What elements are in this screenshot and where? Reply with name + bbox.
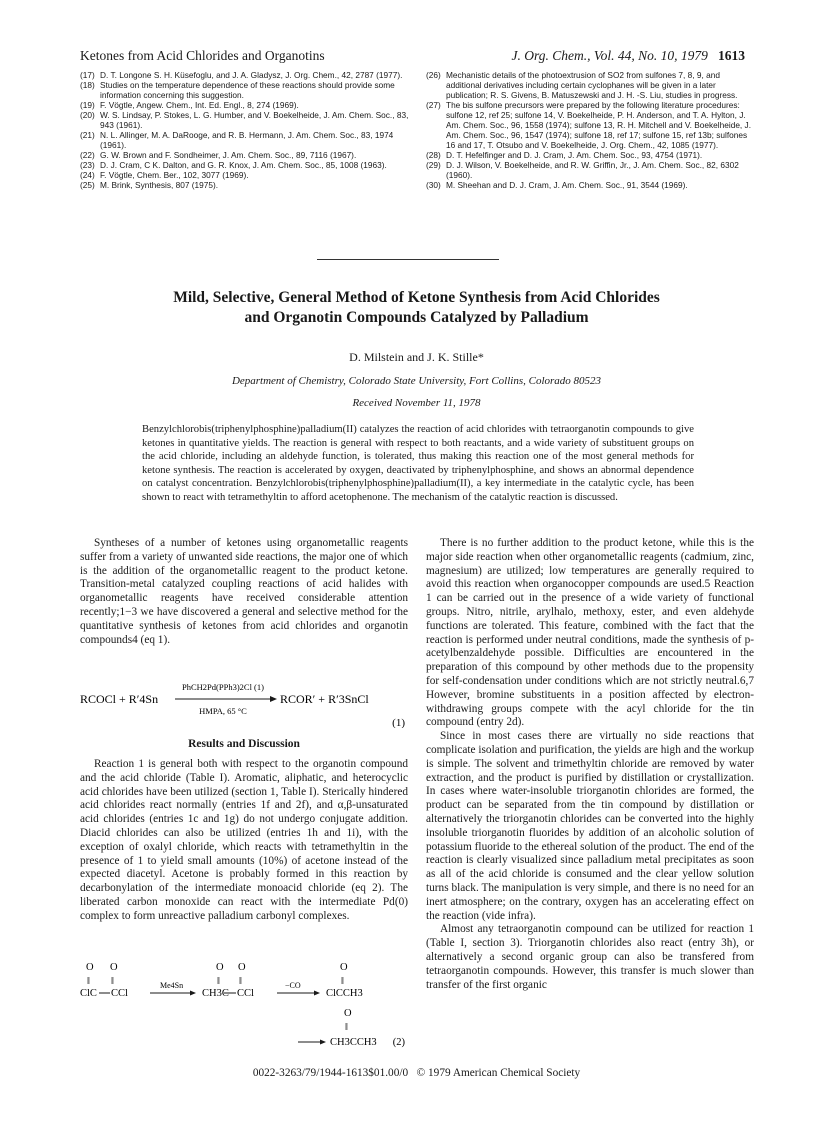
reference-item [426, 150, 756, 160]
reference-number: (24) [80, 170, 95, 180]
eq2-double-bond-1: ‖ [87, 976, 90, 987]
eq2-arrow-3-head [320, 1040, 326, 1045]
eq2-label: (2) [392, 1037, 405, 1048]
reference-item [80, 100, 410, 110]
reference-text: M. Brink, Synthesis, 807 (1975). [100, 180, 219, 190]
reference-item [80, 110, 410, 130]
eq2-oxygen-4: O [238, 962, 246, 973]
references-right [426, 70, 756, 190]
reference-item [80, 130, 410, 150]
reference-number: (21) [80, 130, 95, 140]
journal-name: J. Org. Chem., Vol. 44, No. 10, 1979 [511, 48, 708, 63]
reference-text: W. S. Lindsay, P. Stokes, L. G. Humber, and V. Boekelheide, J. Am. Chem. Soc., 83, 943 (1961). [100, 110, 409, 130]
intro-text: Syntheses of a number of ketones using organometallic reagents suffer from a variety of unwanted side reactions, the major one of which is the addition of the organometallic reagent to the product ketone. Transition-metal catalyzed coupling reactions of acid halides with organometallic reagents have received considerable attention recently;1−3 we have discovered a general and selective method for the quantitative synthesis of ketones from acid chlorides and organotin compounds4 (eq 1). [80, 537, 408, 646]
reference-number: (19) [80, 100, 95, 110]
equation-2-graphic [80, 960, 408, 1056]
reference-number: (18) [80, 80, 95, 90]
affiliation: Department of Chemistry, Colorado State University, Fort Collins, Colorado 80523 [231, 375, 602, 387]
eq1-catalyst: PhCH2Pd(PPh3)2Cl (1) [182, 682, 264, 692]
reference-text: F. Vögtle, Chem. Ber., 102, 3077 (1969). [100, 170, 249, 180]
reference-number: (28) [426, 150, 441, 160]
footer-code: 0022-3263/79/1944-1613$01.00/0 [252, 1067, 409, 1079]
right-paragraph-3: Almost any tetraorganotin compound can be utilized for reaction 1 (Table I, section 3). Triorganotin chlorides also react (entry 3h), or alternatively a second organic group can also be transfered from tetraorganotin compounds. However, this transfer is much slower than transfer of the first organic [426, 923, 754, 991]
eq2-oxalyl-right: CCl [111, 988, 128, 999]
abstract: Benzylchlorobis(triphenylphosphine)palladium(II) catalyzes the reaction of acid chlorides with tetraorganotin compounds to give ketones in quantitative yields. The reaction is general with respect to both reactants, and a wide variety of substituent groups on the acid chloride, including an aldehyde function, is tolerated, thus making this reaction one of the most general methods for ketone synthesis. The reaction is accelerated by oxygen, deactivated by triphenylphosphine, and shows an abnormal dependence on catalyst concentration. Benzylchlorobis(triphenylphosphine)palladium(II), a key intermediate in the catalytic cycle, has been shown to react with tetramethyltin to afford acetophenone. The mechanism of the catalytic reaction is discussed. [142, 424, 694, 503]
reference-number: (27) [426, 100, 441, 110]
reference-text: N. L. Allinger, M. A. DaRooge, and R. B. Hermann, J. Am. Chem. Soc., 83, 1974 (1961). [100, 130, 394, 150]
reference-text: The bis sulfone precursors were prepared by the following literature procedures: sulfone 12, ref 25; sulfone 14, V. Boekelheide, P. H. Anderson, and T. A. Hylton, J. Am. Chem. Soc., 96, 1558 (1974); sulfone 13, R. H. Mitchell and V. Boekelheide, J. Am. Chem. Soc., 96, 1547 (1974); sulfone 18, ref 17; sulfone 15, ref 13b; sulfones 16 and 17, T. Otsubo and V. Boekelheide, J. Org. Chem., 42, 1085 (1977). [446, 100, 751, 150]
eq2-oxalyl-left: ClC [80, 988, 97, 999]
eq2-minus-co: −CO [285, 981, 301, 990]
right-paragraph-1: There is no further addition to the product ketone, while this is the major side reaction when other organometallic reagents (cadmium, zinc, magnesium) are utilized; low temperatures are generally required to avoid this reaction when organocopper compounds are used.5 Reaction 1 can be carried out in the presence of a wide variety of functional groups. Nitro, nitrile, arylhalo, methoxy, ester, and even aldehyde functions are tolerated. This feature, combined with the fact that the reaction is performed under neutral conditions, made the synthesis of p-acetylbenzaldehyde possible. Difficulties are encountered in the preparation of this compound by other methods due to the propensity for self-condensation under conditions which are not strictly neutral.6,7 However, bromine substituents in a position affected by electron-withdrawing groups compete with the acyl chloride for the tin compound (entry 2d). [426, 537, 754, 729]
reference-text: Studies on the temperature dependence of these reactions should provide some information concerning this suggestion. [100, 80, 395, 100]
reference-number: (20) [80, 110, 95, 120]
eq2-acetone: CH3CCH3 [330, 1037, 377, 1048]
reference-item [80, 160, 410, 170]
reference-text: Mechanistic details of the photoextrusion of SO2 from sulfones 7, 8, 9, and additional derivatives including certain cyclophanes will be given in a later publication; R. S. Givens, B. Matuszewski and J. H. -S. Liu, studies in progress. [446, 70, 738, 100]
eq2-acetyl-chloride: ClCCH3 [326, 988, 363, 999]
received-date: Received November 11, 1978 [352, 397, 481, 409]
equation-1 [80, 678, 408, 728]
eq1-arrow-head [270, 696, 277, 702]
reference-number: (23) [80, 160, 95, 170]
eq2-oxygen-1: O [86, 962, 94, 973]
reference-text: D. T. Hefelfinger and D. J. Cram, J. Am. Chem. Soc., 93, 4754 (1971). [446, 150, 703, 160]
results-paragraph [80, 758, 408, 924]
reference-number: (26) [426, 70, 441, 80]
equation-1-graphic [80, 678, 408, 728]
section-heading: Results and Discussion [188, 738, 300, 750]
reference-number: (30) [426, 180, 441, 190]
reference-number: (17) [80, 70, 95, 80]
reference-text: D. J. Wilson, V. Boekelheide, and R. W. Griffin, Jr., J. Am. Chem. Soc., 82, 6302 (1960). [446, 160, 739, 180]
eq2-arrow-1-head [190, 991, 196, 996]
eq2-double-bond-4: ‖ [239, 976, 242, 987]
eq1-label: (1) [392, 717, 405, 728]
reference-item [80, 150, 410, 160]
reference-text: D. J. Cram, C K. Dalton, and G. R. Knox, J. Am. Chem. Soc., 85, 1008 (1963). [100, 160, 387, 170]
reference-number: (29) [426, 160, 441, 170]
reference-text: M. Sheehan and D. J. Cram, J. Am. Chem. Soc., 91, 3544 (1969). [446, 180, 688, 190]
right-paragraph-2: Since in most cases there are virtually no side reactions that complicate isolation and purification, the yields are high and the workup is simple. The solvent and trimethyltin chloride are removed by water extraction, and the product is purified by distillation or crystallization. In cases where water-insoluble triorganotin chlorides are formed, the product can be separated from the tin compound by distillation or alternatively the triorganotin chlorides can be converted into the highly insoluble triorganotin fluorides by addition of an alcoholic solution of potassium fluoride to the ethereal solution of the product. The end of the reaction is clearly visualized since palladium metal precipitates as soon as all of the acid chloride is consumed and the clear yellow solution turns black. The manipulation is very simple, and there is no need for an inert atmosphere; on the contrary, oxygen has an accelerating effect on the reaction (vide infra). [426, 730, 754, 922]
reference-item [426, 160, 756, 180]
footer-copyright: © 1979 American Chemical Society [416, 1067, 581, 1079]
eq2-reagent: Me4Sn [160, 981, 184, 990]
reference-text: F. Vögtle, Angew. Chem., Int. Ed. Engl., 8, 274 (1969). [100, 100, 299, 110]
equation-2 [80, 960, 408, 1056]
eq1-conditions: HMPA, 65 °C [199, 706, 247, 716]
reference-item [426, 70, 756, 100]
page-number: 1613 [718, 48, 745, 63]
eq2-oxygen-3: O [216, 962, 224, 973]
reference-text: D. T. Longone S. H. Küsefoglu, and J. A. Gladysz, J. Org. Chem., 42, 2787 (1977). [100, 70, 403, 80]
running-title: Ketones from Acid Chlorides and Organotins [80, 48, 325, 63]
intro-paragraph [80, 537, 408, 647]
reference-item [80, 180, 410, 190]
eq2-arrow-2-head [314, 991, 320, 996]
eq2-oxygen-2: O [110, 962, 118, 973]
eq2-monoacid-right: CCl [237, 988, 254, 999]
article-title-line-1: Mild, Selective, General Method of Ketone Synthesis from Acid Chlorides [173, 289, 660, 306]
separator-rule [317, 259, 499, 260]
eq1-reactants: RCOCl + R′4Sn [80, 692, 159, 706]
reference-number: (22) [80, 150, 95, 160]
eq2-monoacid-left: CH3C [202, 988, 229, 999]
reference-item [426, 180, 756, 190]
reference-number: (25) [80, 180, 95, 190]
eq2-double-bond-6: ‖ [345, 1022, 348, 1033]
reference-item [80, 70, 410, 80]
results-text: Reaction 1 is general both with respect to the organotin compound and the acid chloride (Table I). Aromatic, aliphatic, and heterocyclic acid chlorides have been utilized (section 1, Table I). Sterically hindered acid chlorides react normally (entries 1f and 2f), and α,β-unsaturated acid chlorides (entries 1c and 1g) do not undergo conjugate addition. Diacid chlorides can also be utilized (entries 1h and 1i), with the exception of oxalyl chloride, which reacts with tetramethyltin in the presence of 1 to yield small amounts (10%) of acetone instead of the expected diacetyl. Acetone is probably formed in this reaction by decarbonylation of the intermediate monoacid chloride (eq 2). The liberated carbon monoxide can react with the intermediate Pd(0) complex to form unreactive palladium carbonyl complexes. [80, 758, 408, 922]
right-column [426, 537, 754, 992]
reference-item [80, 80, 410, 100]
authors: D. Milstein and J. K. Stille* [349, 350, 484, 364]
references-left [80, 70, 410, 190]
reference-text: G. W. Brown and F. Sondheimer, J. Am. Chem. Soc., 89, 7116 (1967). [100, 150, 357, 160]
eq2-double-bond-2: ‖ [111, 976, 114, 987]
eq2-oxygen-6: O [344, 1008, 352, 1019]
eq1-products: RCOR′ + R′3SnCl [280, 692, 369, 706]
article-title [80, 288, 753, 328]
eq2-double-bond-5: ‖ [341, 976, 344, 987]
footer [80, 1067, 753, 1079]
reference-item [426, 100, 756, 150]
eq2-double-bond-3: ‖ [217, 976, 220, 987]
article-title-line-2: and Organotin Compounds Catalyzed by Palladium [244, 309, 589, 326]
journal-citation [512, 48, 746, 64]
eq2-oxygen-5: O [340, 962, 348, 973]
reference-item [80, 170, 410, 180]
